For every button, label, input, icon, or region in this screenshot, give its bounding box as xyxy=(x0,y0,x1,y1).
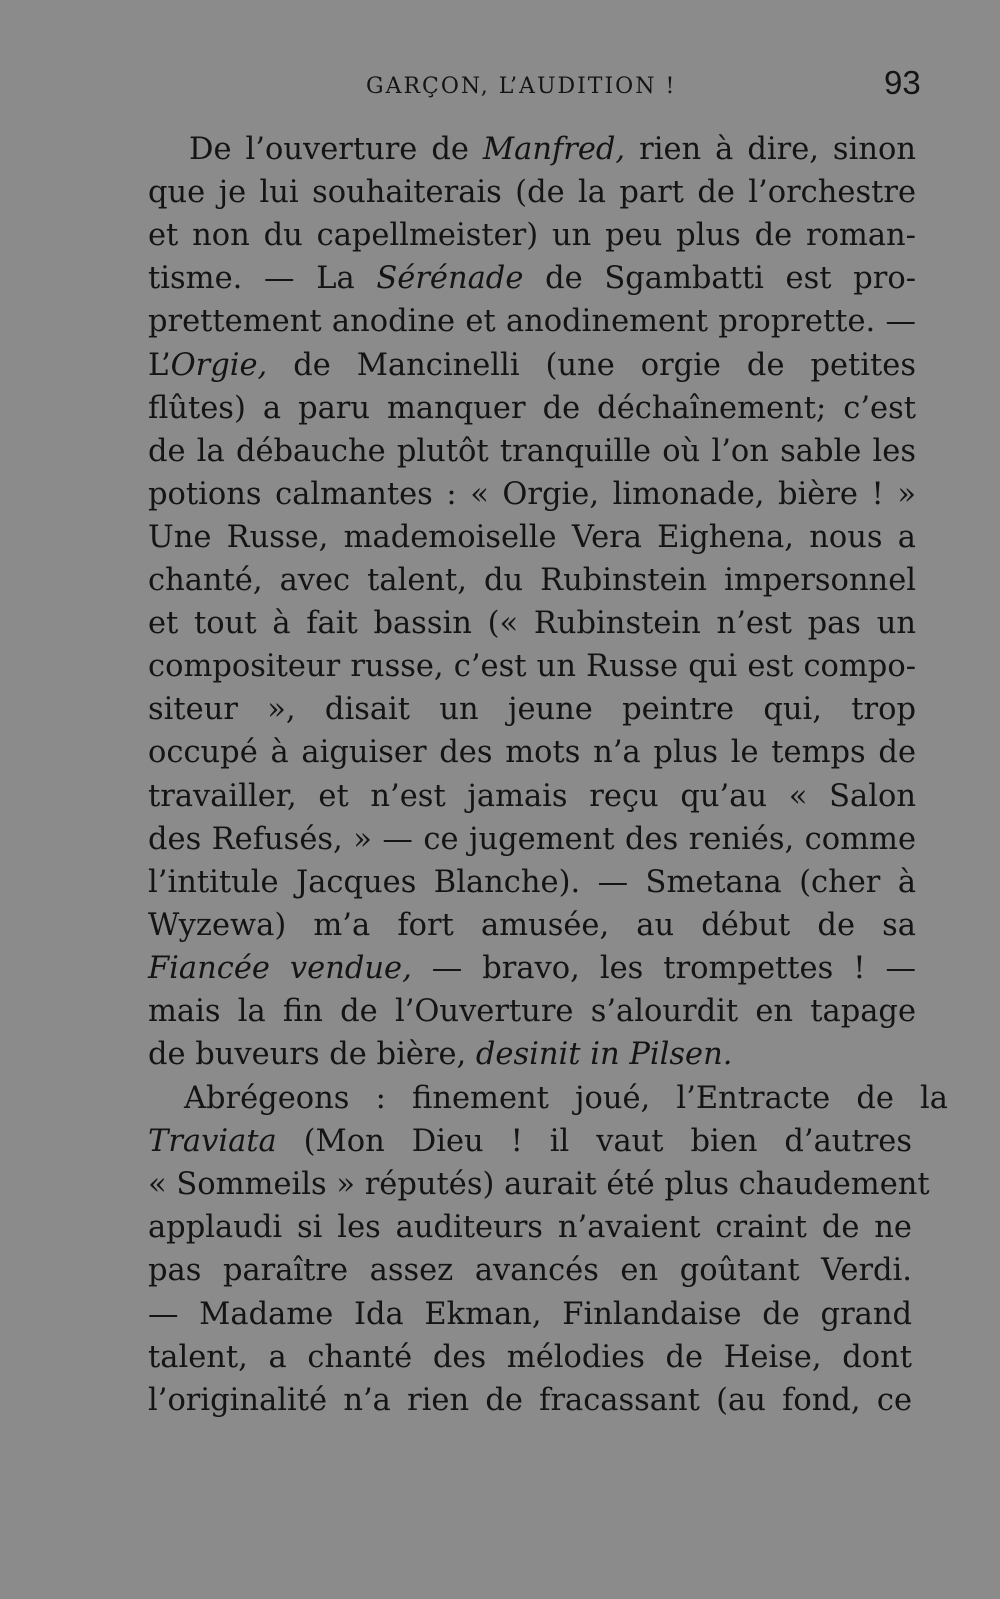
text-run: de la débauche plutôt tranquille où l’on sable les xyxy=(148,433,916,469)
text-line xyxy=(148,602,916,646)
text-run: occupé à aiguiser des mots n’a plus le temps de xyxy=(148,735,916,771)
text-line xyxy=(148,1206,912,1250)
text-run: Une Russe, mademoiselle Vera Eighena, nous a xyxy=(148,519,916,555)
text-line xyxy=(148,171,916,215)
text-line xyxy=(148,300,916,344)
text-run: applaudi si les auditeurs n’avaient craint de ne xyxy=(148,1210,912,1246)
text-run: potions calmantes : « Orgie, limonade, bière ! » xyxy=(148,476,916,512)
text-run: L’ xyxy=(148,347,171,383)
page-number: 93 xyxy=(884,64,921,101)
italic-text-run: Traviata xyxy=(148,1124,277,1160)
text-run: que je lui souhaiterais (de la part de l’orchestre xyxy=(148,175,916,211)
text-line xyxy=(148,473,916,517)
text-run: « Sommeils » réputés) aurait été plus chaudement xyxy=(148,1167,930,1203)
text-run: siteur », disait un jeune peintre qui, trop xyxy=(148,692,916,728)
text-run: tisme. — La xyxy=(148,261,377,297)
text-run: prettement anodine et anodinement proprette. — xyxy=(148,304,916,340)
text-line xyxy=(184,1077,948,1121)
text-run: de Sgambatti est pro- xyxy=(523,261,916,297)
text-run: de Mancinelli (une orgie de petites xyxy=(267,347,916,383)
text-line xyxy=(148,861,916,905)
text-line xyxy=(148,645,916,689)
text-run: travailler, et n’est jamais reçu qu’au « Salon xyxy=(148,778,916,814)
text-run: Abrégeons : finement joué, l’Entracte de la xyxy=(184,1081,948,1116)
text-run: De l’ouverture de xyxy=(189,132,483,167)
text-run: flûtes) a paru manquer de déchaînement; c’est xyxy=(148,390,916,426)
text-line xyxy=(148,1163,930,1207)
text-line xyxy=(148,559,916,603)
text-line xyxy=(148,387,916,431)
text-run: talent, a chanté des mélodies de Heise, dont xyxy=(148,1339,912,1375)
text-run: l’intitule Jacques Blanche). — Smetana (cher à xyxy=(148,864,916,900)
text-line xyxy=(148,1379,912,1423)
text-run: et tout à fait bassin (« Rubinstein n’est pas un xyxy=(148,606,916,642)
text-line xyxy=(148,430,916,474)
text-run: l’originalité n’a rien de fracassant (au fond, ce xyxy=(148,1382,912,1418)
italic-text-run: desinit in Pilsen. xyxy=(475,1037,733,1073)
text-line xyxy=(148,1249,912,1293)
text-line xyxy=(148,1336,912,1380)
text-run: (Mon Dieu ! il vaut bien d’autres xyxy=(276,1124,912,1160)
italic-text-run: Sérénade xyxy=(376,261,524,297)
italic-text-run: Orgie, xyxy=(170,347,268,383)
text-run: et non du capellmeister) un peu plus de roman- xyxy=(148,218,916,254)
text-line xyxy=(148,214,916,258)
text-run: des Refusés, » — ce jugement des reniés, comme xyxy=(148,821,916,857)
text-run: — bravo, les trompettes ! — xyxy=(411,950,916,986)
text-line xyxy=(148,1293,912,1337)
text-run: mais la fin de l’Ouverture s’alourdit en tapage xyxy=(148,994,916,1029)
text-line xyxy=(148,688,916,732)
text-run: Wyzewa) m’a fort amusée, au début de sa xyxy=(148,907,916,943)
text-line xyxy=(148,818,916,862)
text-run: rien à dire, sinon xyxy=(625,132,916,167)
text-line xyxy=(148,947,916,991)
running-head xyxy=(0,64,1000,114)
running-title: GARÇON, L’AUDITION ! xyxy=(366,74,677,99)
text-run: compositeur russe, c’est un Russe qui est compo- xyxy=(148,649,916,685)
text-run: chanté, avec talent, du Rubinstein impersonnel xyxy=(148,563,916,598)
text-line xyxy=(148,990,916,1034)
text-line xyxy=(148,731,916,775)
text-line xyxy=(148,257,916,301)
italic-text-run: Fiancée vendue, xyxy=(148,950,412,986)
text-line xyxy=(148,1120,912,1164)
text-run: — Madame Ida Ekman, Finlandaise de grand xyxy=(148,1296,912,1332)
italic-text-run: Manfred, xyxy=(482,132,626,167)
text-line xyxy=(148,904,916,948)
text-run: de buveurs de bière, xyxy=(148,1037,476,1073)
text-line xyxy=(148,1033,916,1077)
text-line xyxy=(189,128,916,172)
text-run: pas paraître assez avancés en goûtant Verdi. xyxy=(148,1253,912,1289)
text-line xyxy=(148,344,916,388)
text-line xyxy=(148,775,916,819)
text-line xyxy=(148,516,916,560)
